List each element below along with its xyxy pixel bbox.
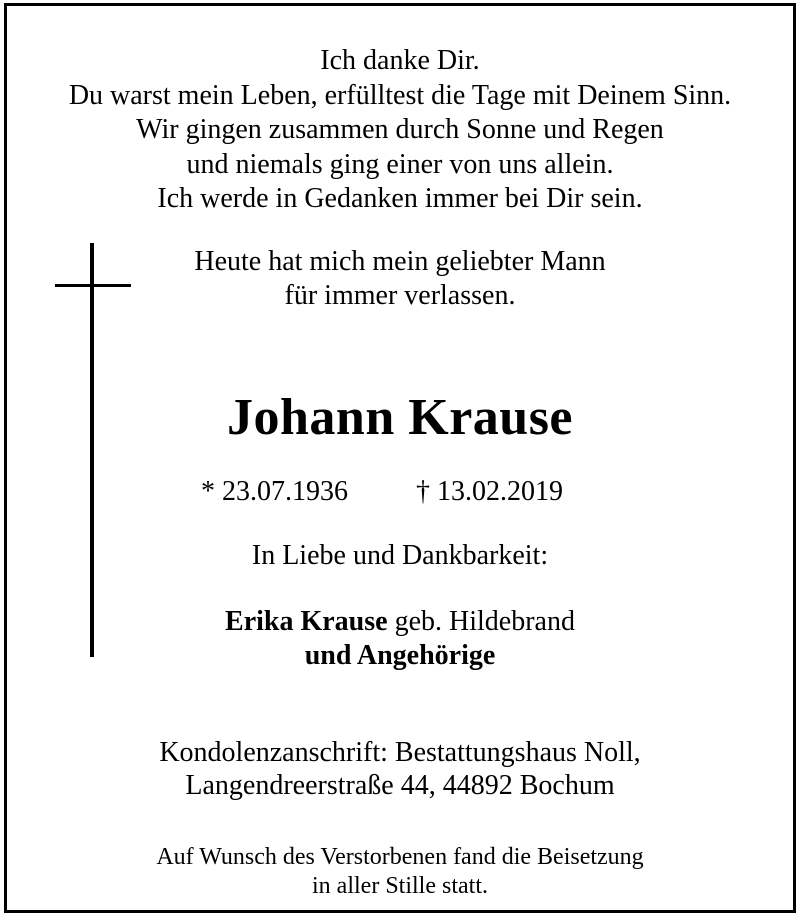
poem-line: Ich danke Dir.: [320, 45, 480, 76]
address-line: Kondolenzanschrift: Bestattungshaus Noll,: [159, 737, 641, 768]
birth-date: * 23.07.1936: [201, 476, 348, 507]
poem-line: Wir gingen zusammen durch Sonne und Regen: [136, 114, 664, 145]
mourner: [0, 606, 800, 638]
death-date: † 13.02.2019: [416, 476, 563, 507]
mourner-maiden-name: geb. Hildebrand: [387, 606, 575, 637]
intro-line: Heute hat mich mein geliebter Mann: [194, 246, 606, 277]
intro-line: für immer verlassen.: [284, 280, 516, 311]
note-line: Auf Wunsch des Verstorbenen fand die Beisetzung: [156, 844, 644, 870]
poem-line: Ich werde in Gedanken immer bei Dir sein.: [157, 183, 643, 214]
deceased-name: Johann Krause: [226, 389, 574, 446]
address-line: Langendreerstraße 44, 44892 Bochum: [185, 770, 615, 801]
dedication: In Liebe und Dankbarkeit:: [251, 540, 549, 571]
mourner-name: Erika Krause: [225, 606, 388, 637]
note-line: in aller Stille statt.: [312, 873, 488, 899]
relatives: und Angehörige: [304, 640, 496, 671]
poem-line: Du warst mein Leben, erfülltest die Tage mit Deinem Sinn.: [68, 80, 732, 111]
poem-line: und niemals ging einer von uns allein.: [186, 149, 614, 180]
